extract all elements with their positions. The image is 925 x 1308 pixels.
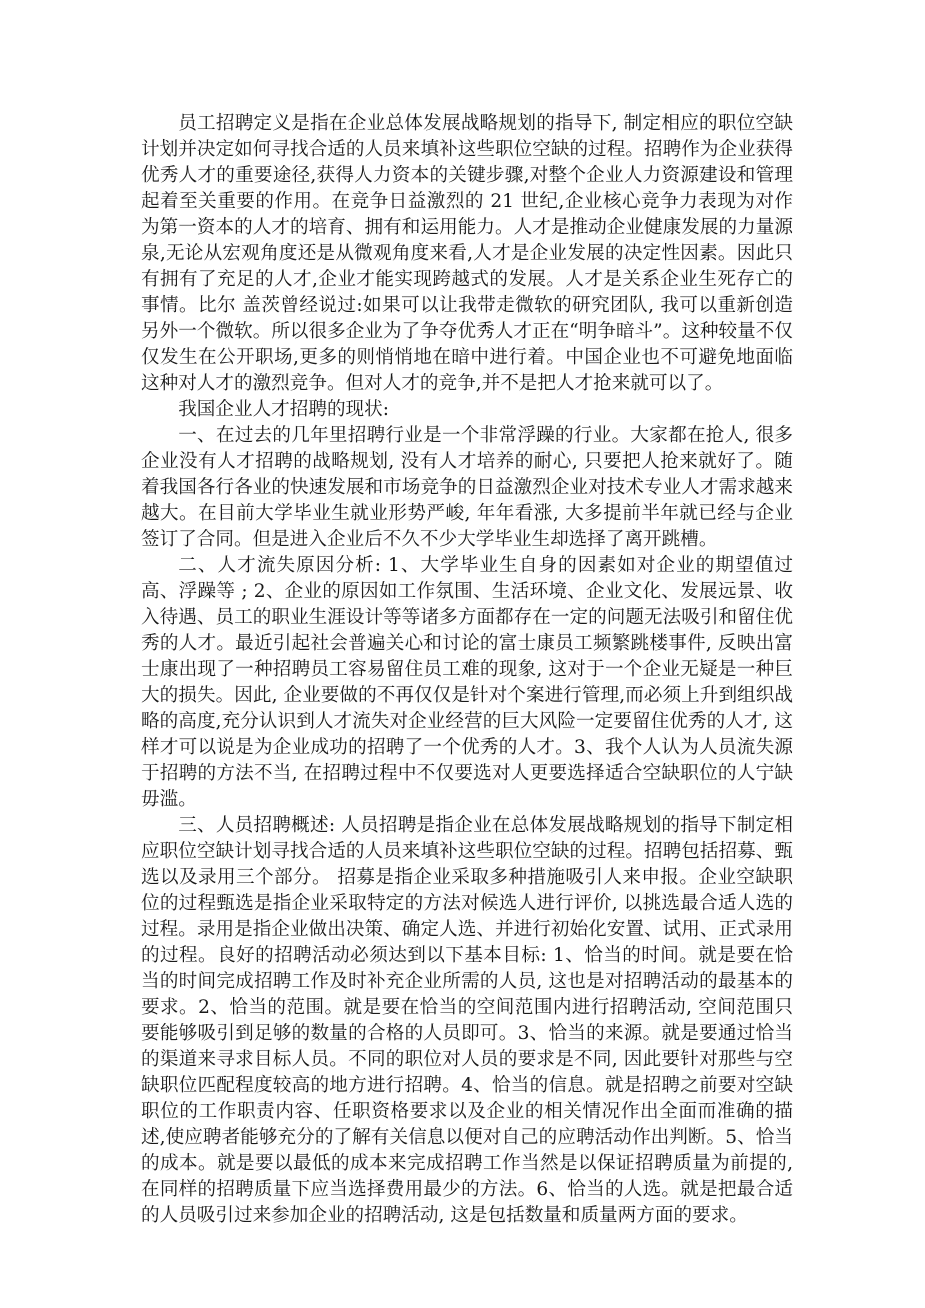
paragraph-status-heading: 我国企业人才招聘的现状: xyxy=(178,399,389,420)
document-body xyxy=(141,111,793,1229)
paragraph-point-one: 一、在过去的几年里招聘行业是一个非常浮躁的行业。大家都在抢人, 很多企业没有人才招聘的战略规划, 没有人才培养的耐心, 只要把人抢来就好了。随着我国各行各业的快速发展和市场竞争的日益激烈企业对技术专业人才需求越来越大。在目前大学毕业生就业形势严峻, 年年看涨, 大多提前半年就已经与企业签订了合同。但是进入企业后不久不少大学毕业生却选择了离开跳槽。 xyxy=(141,425,793,550)
paragraph-point-two: 二、人才流失原因分析: 1、大学毕业生自身的因素如对企业的期望值过高、浮躁等 ; 2、企业的原因如工作氛围、生活环境、企业文化、发展远景、收入待遇、员工的职业生涯设计等等诸多方面都存在一定的问题无法吸引和留住优秀的人才。最近引起社会普遍关心和讨论的富士康员工频繁跳楼事件, 反映出富士康出现了一种招聘员工容易留住员工难的现象, 这对于一个企业无疑是一种巨大的损失。因此, 企业要做的不再仅仅是针对个案进行管理,而必须上升到组织战略的高度,充分认识到人才流失对企业经营的巨大风险一定要留住优秀的人才, 这样才可以说是为企业成功的招聘了一个优秀的人才。3、我个人认为人员流失源于招聘的方法不当, 在招聘过程中不仅要选对人更要选择适合空缺职位的人宁缺毋滥。 xyxy=(141,555,793,810)
paragraph-recruitment-definition: 员工招聘定义是指在企业总体发展战略规划的指导下, 制定相应的职位空缺计划并决定如何寻找合适的人员来填补这些职位空缺的过程。招聘作为企业获得优秀人才的重要途径,获得人力资本的关键步骤,对整个企业人力资源建设和管理起着至关重要的作用。在竞争日益激烈的 21 世纪,企业核心竞争力表现为对作为第一资本的人才的培育、拥有和运用能力。人才是推动企业健康发展的力量源泉,无论从宏观角度还是从微观角度来看,人才是企业发展的决定性因素。因此只有拥有了充足的人才,企业才能实现跨越式的发展。人才是关系企业生死存亡的事情。比尔 盖茨曾经说过:如果可以让我带走微软的研究团队, 我可以重新创造另外一个微软。所以很多企业为了争夺优秀人才正在“明争暗斗”。这种较量不仅仅发生在公开职场,更多的则悄悄地在暗中进行着。中国企业也不可避免地面临这种对人才的激烈竞争。但对人才的竞争,并不是把人才抢来就可以了。 xyxy=(141,113,793,394)
paragraph-point-three: 三、人员招聘概述: 人员招聘是指企业在总体发展战略规划的指导下制定相应职位空缺计划寻找合适的人员来填补这些职位空缺的过程。招聘包括招募、甄选以及录用三个部分。 招募是指企业采取多种措施吸引人来申报。企业空缺职位的过程甄选是指企业采取特定的方法对候选人进行评价, 以挑选最合适人选的过程。录用是指企业做出决策、确定人选、并进行初始化安置、试用、正式录用的过程。良好的招聘活动必须达到以下基本目标: 1、恰当的时间。就是要在恰当的时间完成招聘工作及时补充企业所需的人员, 这也是对招聘活动的最基本的要求。2、恰当的范围。就是要在恰当的空间范围内进行招聘活动, 空间范围只要能够吸引到足够的数量的合格的人员即可。3、恰当的来源。就是要通过恰当的渠道来寻求目标人员。不同的职位对人员的要求是不同, 因此要针对那些与空缺职位匹配程度较高的地方进行招聘。4、恰当的信息。就是招聘之前要对空缺职位的工作职责内容、任职资格要求以及企业的相关情况作出全面而准确的描述,使应聘者能够充分的了解有关信息以便对自己的应聘活动作出判断。5、恰当的成本。就是要以最低的成本来完成招聘工作当然是以保证招聘质量为前提的, 在同样的招聘质量下应当选择费用最少的方法。6、恰当的人选。就是把最合适的人员吸引过来参加企业的招聘活动, 这是包括数量和质量两方面的要求。 xyxy=(141,815,793,1226)
